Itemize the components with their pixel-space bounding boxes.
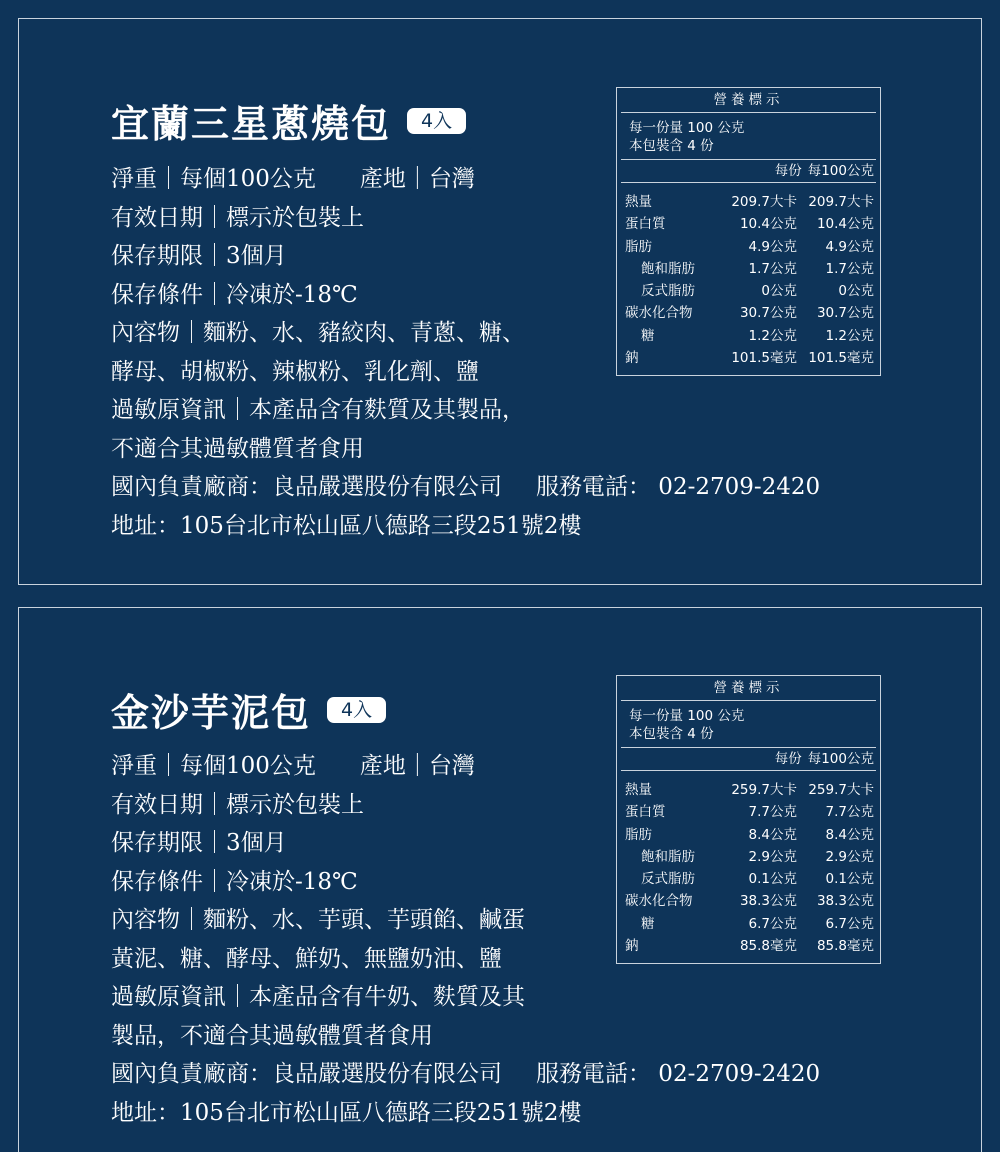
nutrition-row (625, 890, 876, 912)
origin: 產地｜台灣 (359, 753, 475, 779)
info-line (111, 1055, 820, 1094)
value-per-100g: 259.7大卡 (808, 782, 874, 798)
value-per-100g: 101.5毫克 (808, 350, 874, 367)
value-per-100g: 209.7大卡 (808, 194, 874, 210)
nutrition-row (625, 258, 876, 280)
col-per-100g: 每100公克 (807, 751, 874, 767)
service-phone: 服務電話： 02-2709-2420 (536, 1061, 821, 1087)
value-per-serving: 0公克 (761, 283, 797, 300)
nutrition-row (625, 213, 876, 235)
info-line: 酵母、胡椒粉、辣椒粉、乳化劑、鹽 (111, 358, 479, 385)
nutrient-name: 糖 (641, 327, 655, 344)
col-per-serving: 每份 (774, 163, 802, 179)
value-per-100g: 0公克 (838, 283, 874, 300)
nutrient-name: 飽和脂肪 (641, 848, 695, 865)
servings-per-pack: 本包裝含 4 份 (629, 726, 714, 742)
manufacturer: 國內負責廠商：良品嚴選股份有限公司 (111, 474, 502, 500)
nutrition-label (616, 87, 881, 376)
info-line: 有效日期｜標示於包裝上 (111, 204, 364, 231)
nutrient-name: 脂肪 (625, 826, 652, 843)
nutrition-row (625, 347, 876, 369)
value-per-serving: 1.7公克 (748, 260, 797, 277)
nutrition-row (625, 325, 876, 347)
value-per-serving: 209.7大卡 (731, 194, 797, 210)
nutrition-row (625, 779, 876, 801)
info-line: 地址：105台北市松山區八德路三段251號2樓 (111, 1099, 582, 1126)
nutrition-row (625, 236, 876, 258)
info-line: 內容物｜麵粉、水、芋頭、芋頭餡、鹹蛋 (111, 907, 525, 933)
product-title: 宜蘭三星蔥燒包 (111, 101, 392, 146)
value-per-serving: 1.2公克 (748, 327, 797, 344)
value-per-100g: 38.3公克 (816, 893, 874, 910)
value-per-serving: 7.7公克 (748, 804, 797, 821)
value-per-serving: 101.5毫克 (731, 350, 797, 367)
info-line: 過敏原資訊｜本產品含有麩質及其製品， (111, 397, 525, 423)
nutrition-title: 營養標示 (621, 676, 876, 701)
value-per-serving: 259.7大卡 (731, 782, 797, 798)
quantity-badge: 4入 (407, 108, 466, 134)
nutrition-row (625, 302, 876, 324)
nutrient-name: 鈉 (625, 350, 639, 367)
nutrient-name: 蛋白質 (625, 216, 666, 233)
product-panel-1 (18, 18, 982, 585)
value-per-serving: 10.4公克 (739, 216, 797, 233)
nutrition-row (625, 191, 876, 213)
value-per-serving: 6.7公克 (748, 915, 797, 932)
value-per-serving: 38.3公克 (739, 893, 797, 910)
nutrient-name: 糖 (641, 915, 655, 932)
info-line: 黃泥、糖、酵母、鮮奶、無鹽奶油、鹽 (111, 945, 502, 972)
value-per-100g: 0.1公克 (825, 871, 874, 888)
value-per-serving: 30.7公克 (739, 305, 797, 322)
nutrition-serving (621, 113, 876, 160)
serving-size: 每一份量 100 公克 (629, 120, 745, 136)
value-per-serving: 4.9公克 (748, 238, 797, 255)
value-per-100g: 7.7公克 (825, 804, 874, 821)
info-line: 不適合其過敏體質者食用 (111, 435, 364, 462)
nutrition-row (625, 824, 876, 846)
manufacturer: 國內負責廠商：良品嚴選股份有限公司 (111, 1061, 502, 1087)
nutrition-row (625, 280, 876, 302)
origin: 產地｜台灣 (359, 166, 475, 192)
product-panel-2 (18, 607, 982, 1152)
col-per-serving: 每份 (774, 751, 802, 767)
nutrition-header (621, 748, 876, 771)
info-line: 保存期限｜3個月 (111, 830, 287, 856)
value-per-100g: 6.7公克 (825, 915, 874, 932)
nutrition-label (616, 675, 881, 964)
nutrient-name: 熱量 (625, 194, 652, 210)
nutrient-name: 鈉 (625, 938, 639, 955)
product-title: 金沙芋泥包 (111, 690, 312, 735)
info-line: 地址：105台北市松山區八德路三段251號2樓 (111, 512, 582, 539)
nutrient-name: 反式脂肪 (641, 283, 695, 300)
info-line: 保存條件｜冷凍於-18℃ (111, 281, 358, 308)
service-phone: 服務電話： 02-2709-2420 (536, 474, 821, 500)
info-line: 製品，不適合其過敏體質者食用 (111, 1022, 433, 1049)
nutrient-name: 蛋白質 (625, 804, 666, 821)
value-per-100g: 8.4公克 (825, 826, 874, 843)
nutrient-name: 碳水化合物 (625, 893, 693, 910)
info-line: 內容物｜麵粉、水、豬絞肉、青蔥、糖、 (111, 320, 525, 346)
value-per-100g: 1.7公克 (825, 260, 874, 277)
info-line: 有效日期｜標示於包裝上 (111, 791, 364, 818)
value-per-100g: 85.8毫克 (816, 938, 874, 955)
product-title-row (111, 93, 466, 148)
value-per-100g: 1.2公克 (825, 327, 874, 344)
info-line: 過敏原資訊｜本產品含有牛奶、麩質及其 (111, 984, 525, 1010)
nutrition-row (625, 801, 876, 823)
nutrition-title: 營養標示 (621, 88, 876, 113)
col-per-100g: 每100公克 (807, 163, 874, 179)
value-per-serving: 85.8毫克 (739, 938, 797, 955)
value-per-serving: 8.4公克 (748, 826, 797, 843)
net-weight: 淨重｜每個100公克 (111, 753, 316, 779)
net-weight: 淨重｜每個100公克 (111, 166, 316, 192)
nutrient-name: 飽和脂肪 (641, 260, 695, 277)
nutrition-header (621, 160, 876, 183)
value-per-100g: 4.9公克 (825, 238, 874, 255)
nutrition-rows (617, 771, 880, 963)
nutrition-row (625, 868, 876, 890)
value-per-100g: 10.4公克 (816, 216, 874, 233)
info-line: 保存條件｜冷凍於-18℃ (111, 868, 358, 895)
nutrient-name: 碳水化合物 (625, 305, 693, 322)
nutrition-serving (621, 701, 876, 748)
servings-per-pack: 本包裝含 4 份 (629, 138, 714, 154)
nutrient-name: 反式脂肪 (641, 871, 695, 888)
quantity-badge: 4入 (327, 697, 386, 723)
nutrition-row (625, 935, 876, 957)
nutrient-name: 脂肪 (625, 238, 652, 255)
value-per-serving: 2.9公克 (748, 848, 797, 865)
value-per-serving: 0.1公克 (748, 871, 797, 888)
product-title-row (111, 682, 386, 737)
nutrient-name: 熱量 (625, 782, 652, 798)
nutrition-row (625, 846, 876, 868)
info-line: 保存期限｜3個月 (111, 243, 287, 269)
serving-size: 每一份量 100 公克 (629, 708, 745, 724)
value-per-100g: 2.9公克 (825, 848, 874, 865)
nutrition-rows (617, 183, 880, 375)
nutrition-row (625, 913, 876, 935)
value-per-100g: 30.7公克 (816, 305, 874, 322)
info-line (111, 468, 820, 507)
